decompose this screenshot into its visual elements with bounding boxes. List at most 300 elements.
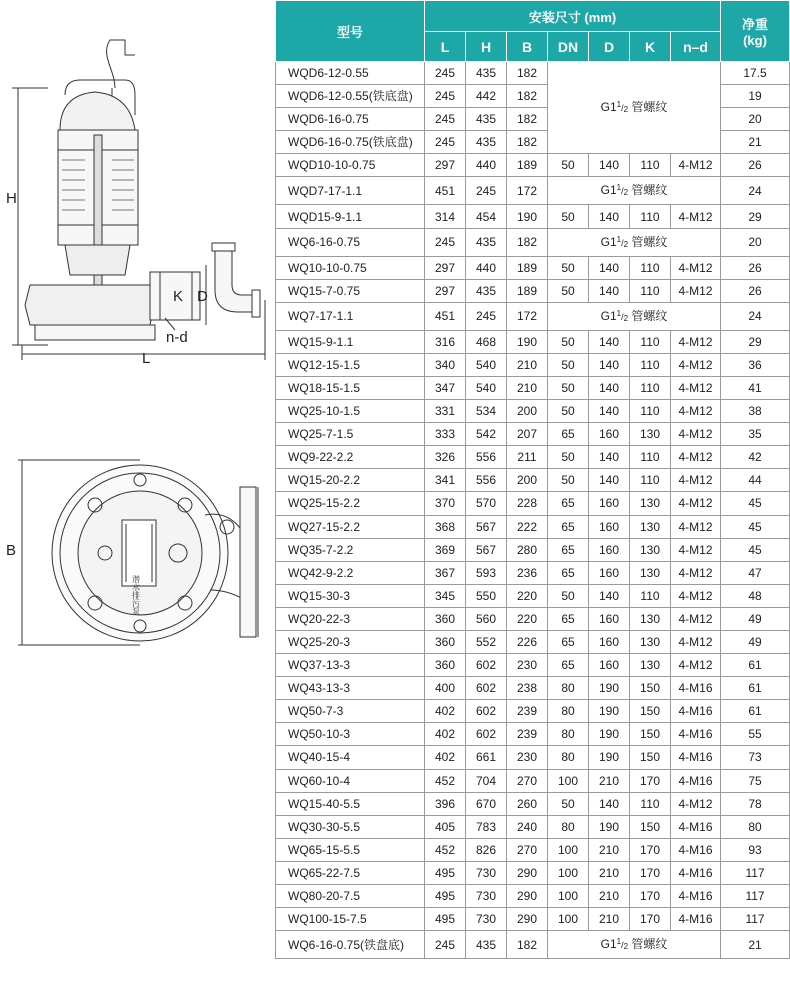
cell-h: 542 bbox=[466, 423, 507, 446]
cell-d: 160 bbox=[589, 515, 630, 538]
cell-b: 280 bbox=[507, 538, 548, 561]
table-row bbox=[276, 177, 790, 205]
cell-l: 495 bbox=[425, 885, 466, 908]
cell-model: WQ25-20-3 bbox=[276, 630, 425, 653]
cell-b: 172 bbox=[507, 302, 548, 330]
cell-l: 451 bbox=[425, 177, 466, 205]
cell-b: 236 bbox=[507, 561, 548, 584]
header-col-nd: n–d bbox=[671, 32, 721, 62]
cell-dn: 65 bbox=[548, 538, 589, 561]
cell-thread-spec: $G1^1/_2$ 管螺纹 bbox=[548, 177, 721, 205]
cell-b: 230 bbox=[507, 654, 548, 677]
cell-h: 435 bbox=[466, 131, 507, 154]
cell-d: 160 bbox=[589, 538, 630, 561]
cell-l: 245 bbox=[425, 931, 466, 959]
cell-h: 454 bbox=[466, 205, 507, 228]
cell-model: WQD6-16-0.75 bbox=[276, 108, 425, 131]
cell-weight: 55 bbox=[721, 723, 790, 746]
cell-l: 245 bbox=[425, 108, 466, 131]
thread-frac-num: 1 bbox=[616, 234, 622, 244]
cell-d: 210 bbox=[589, 908, 630, 931]
cell-h: 245 bbox=[466, 302, 507, 330]
cell-b: 200 bbox=[507, 469, 548, 492]
cell-nd: 4-M16 bbox=[671, 700, 721, 723]
cell-h: 540 bbox=[466, 353, 507, 376]
cell-model: WQ20-22-3 bbox=[276, 607, 425, 630]
cell-b: 182 bbox=[507, 62, 548, 85]
cell-h: 435 bbox=[466, 279, 507, 302]
cell-h: 435 bbox=[466, 931, 507, 959]
table-row bbox=[276, 62, 790, 85]
cell-b: 220 bbox=[507, 584, 548, 607]
cell-k: 130 bbox=[630, 654, 671, 677]
thread-suffix: 管螺纹 bbox=[628, 183, 668, 198]
cell-h: 704 bbox=[466, 769, 507, 792]
thread-prefix: G1 bbox=[600, 308, 617, 323]
cell-model: WQD6-12-0.55 bbox=[276, 62, 425, 85]
table-row bbox=[276, 700, 790, 723]
cell-weight: 117 bbox=[721, 908, 790, 931]
table-row bbox=[276, 769, 790, 792]
table-row bbox=[276, 228, 790, 256]
cell-k: 170 bbox=[630, 769, 671, 792]
table-row bbox=[276, 931, 790, 959]
header-weight-line1: 净重 bbox=[742, 17, 769, 32]
cell-model: WQ65-15-5.5 bbox=[276, 838, 425, 861]
cell-d: 140 bbox=[589, 279, 630, 302]
cell-b: 222 bbox=[507, 515, 548, 538]
cell-nd: 4-M16 bbox=[671, 769, 721, 792]
cell-b: 182 bbox=[507, 228, 548, 256]
cell-nd: 4-M12 bbox=[671, 279, 721, 302]
cell-nd: 4-M12 bbox=[671, 423, 721, 446]
cell-d: 140 bbox=[589, 469, 630, 492]
cell-b: 200 bbox=[507, 400, 548, 423]
cell-model: WQ15-7-0.75 bbox=[276, 279, 425, 302]
cell-dn: 50 bbox=[548, 256, 589, 279]
cell-h: 570 bbox=[466, 492, 507, 515]
cell-dn: 50 bbox=[548, 353, 589, 376]
cell-l: 405 bbox=[425, 815, 466, 838]
cell-weight: 49 bbox=[721, 607, 790, 630]
cell-weight: 45 bbox=[721, 492, 790, 515]
cell-d: 190 bbox=[589, 677, 630, 700]
cell-nd: 4-M12 bbox=[671, 154, 721, 177]
cell-nd: 4-M16 bbox=[671, 908, 721, 931]
cell-weight: 73 bbox=[721, 746, 790, 769]
table-row bbox=[276, 630, 790, 653]
cell-model: WQ12-15-1.5 bbox=[276, 353, 425, 376]
cell-b: 182 bbox=[507, 131, 548, 154]
cell-nd: 4-M16 bbox=[671, 838, 721, 861]
cell-dn: 50 bbox=[548, 330, 589, 353]
cell-b: 182 bbox=[507, 931, 548, 959]
table-row bbox=[276, 584, 790, 607]
cell-model: WQ15-9-1.1 bbox=[276, 330, 425, 353]
cell-b: 290 bbox=[507, 885, 548, 908]
thread-frac-den: 2 bbox=[623, 239, 629, 249]
cell-l: 495 bbox=[425, 908, 466, 931]
cell-h: 435 bbox=[466, 62, 507, 85]
cell-dn: 65 bbox=[548, 654, 589, 677]
cell-l: 347 bbox=[425, 376, 466, 399]
cell-b: 182 bbox=[507, 85, 548, 108]
table-row bbox=[276, 607, 790, 630]
cell-d: 160 bbox=[589, 423, 630, 446]
table-row bbox=[276, 205, 790, 228]
cell-l: 297 bbox=[425, 256, 466, 279]
cell-b: 270 bbox=[507, 769, 548, 792]
cell-weight: 24 bbox=[721, 302, 790, 330]
cell-model: WQ15-30-3 bbox=[276, 584, 425, 607]
cell-h: 826 bbox=[466, 838, 507, 861]
cell-dn: 50 bbox=[548, 205, 589, 228]
cell-h: 468 bbox=[466, 330, 507, 353]
cell-weight: 61 bbox=[721, 700, 790, 723]
cell-thread-spec: $G1^1/_2$ 管螺纹 bbox=[548, 302, 721, 330]
cell-weight: 61 bbox=[721, 654, 790, 677]
cell-weight: 24 bbox=[721, 177, 790, 205]
table-row bbox=[276, 885, 790, 908]
thread-frac-num: 1 bbox=[616, 937, 622, 947]
cell-model: WQD15-9-1.1 bbox=[276, 205, 425, 228]
cell-k: 150 bbox=[630, 677, 671, 700]
cell-b: 211 bbox=[507, 446, 548, 469]
cell-dn: 100 bbox=[548, 838, 589, 861]
cell-dn: 65 bbox=[548, 423, 589, 446]
thread-frac-den: 2 bbox=[623, 313, 629, 323]
cell-b: 239 bbox=[507, 700, 548, 723]
cell-weight: 61 bbox=[721, 677, 790, 700]
cell-d: 140 bbox=[589, 792, 630, 815]
thread-frac-den: 2 bbox=[623, 942, 629, 952]
cell-model: WQ60-10-4 bbox=[276, 769, 425, 792]
cell-dn: 65 bbox=[548, 561, 589, 584]
table-row bbox=[276, 723, 790, 746]
cell-dn: 50 bbox=[548, 584, 589, 607]
cell-h: 442 bbox=[466, 85, 507, 108]
cell-l: 452 bbox=[425, 838, 466, 861]
cell-l: 245 bbox=[425, 85, 466, 108]
table-row bbox=[276, 154, 790, 177]
cell-model: WQ27-15-2.2 bbox=[276, 515, 425, 538]
dim-h-label: H bbox=[6, 190, 17, 207]
cell-nd: 4-M12 bbox=[671, 256, 721, 279]
cell-k: 110 bbox=[630, 353, 671, 376]
cell-weight: 26 bbox=[721, 256, 790, 279]
cell-weight: 47 bbox=[721, 561, 790, 584]
cell-dn: 65 bbox=[548, 607, 589, 630]
cell-l: 402 bbox=[425, 746, 466, 769]
cell-l: 369 bbox=[425, 538, 466, 561]
cell-dn: 50 bbox=[548, 154, 589, 177]
cell-b: 260 bbox=[507, 792, 548, 815]
cell-weight: 117 bbox=[721, 885, 790, 908]
cell-h: 602 bbox=[466, 677, 507, 700]
cell-d: 210 bbox=[589, 861, 630, 884]
cell-nd: 4-M16 bbox=[671, 861, 721, 884]
header-weight bbox=[721, 1, 790, 62]
cell-k: 110 bbox=[630, 256, 671, 279]
header-model: 型号 bbox=[276, 1, 425, 62]
cell-weight: 41 bbox=[721, 376, 790, 399]
cell-h: 783 bbox=[466, 815, 507, 838]
cell-dn: 50 bbox=[548, 400, 589, 423]
header-col-l: L bbox=[425, 32, 466, 62]
cell-k: 110 bbox=[630, 376, 671, 399]
cell-dn: 80 bbox=[548, 746, 589, 769]
table-row bbox=[276, 515, 790, 538]
cell-b: 228 bbox=[507, 492, 548, 515]
table-row bbox=[276, 423, 790, 446]
cell-weight: 44 bbox=[721, 469, 790, 492]
table-row bbox=[276, 908, 790, 931]
cell-h: 440 bbox=[466, 154, 507, 177]
cell-l: 360 bbox=[425, 654, 466, 677]
cell-model: WQ18-15-1.5 bbox=[276, 376, 425, 399]
cell-dn: 80 bbox=[548, 700, 589, 723]
cell-model: WQ7-17-1.1 bbox=[276, 302, 425, 330]
cell-b: 207 bbox=[507, 423, 548, 446]
cell-k: 130 bbox=[630, 423, 671, 446]
cell-nd: 4-M12 bbox=[671, 353, 721, 376]
cell-l: 402 bbox=[425, 700, 466, 723]
cell-nd: 4-M12 bbox=[671, 607, 721, 630]
cell-h: 602 bbox=[466, 654, 507, 677]
cell-nd: 4-M12 bbox=[671, 584, 721, 607]
cell-nd: 4-M12 bbox=[671, 330, 721, 353]
cell-b: 189 bbox=[507, 256, 548, 279]
cell-nd: 4-M12 bbox=[671, 561, 721, 584]
dim-b-label: B bbox=[6, 542, 17, 559]
cell-weight: 49 bbox=[721, 630, 790, 653]
table-row bbox=[276, 538, 790, 561]
cell-k: 110 bbox=[630, 154, 671, 177]
cell-k: 150 bbox=[630, 723, 671, 746]
cell-dn: 50 bbox=[548, 469, 589, 492]
spec-table bbox=[275, 0, 790, 959]
cell-model: WQ35-7-2.2 bbox=[276, 538, 425, 561]
cell-dn: 50 bbox=[548, 279, 589, 302]
cell-dn: 65 bbox=[548, 515, 589, 538]
cell-b: 220 bbox=[507, 607, 548, 630]
cell-d: 190 bbox=[589, 815, 630, 838]
cell-dn: 50 bbox=[548, 376, 589, 399]
cell-dn: 65 bbox=[548, 492, 589, 515]
cell-weight: 38 bbox=[721, 400, 790, 423]
cell-l: 245 bbox=[425, 228, 466, 256]
cell-k: 130 bbox=[630, 492, 671, 515]
cell-weight: 93 bbox=[721, 838, 790, 861]
table-row bbox=[276, 561, 790, 584]
header-weight-line2: (kg) bbox=[743, 33, 767, 48]
cell-d: 140 bbox=[589, 376, 630, 399]
cell-weight: 75 bbox=[721, 769, 790, 792]
cell-d: 160 bbox=[589, 607, 630, 630]
cell-b: 190 bbox=[507, 330, 548, 353]
cell-model: WQ10-10-0.75 bbox=[276, 256, 425, 279]
cell-model: WQ6-16-0.75 bbox=[276, 228, 425, 256]
cell-h: 440 bbox=[466, 256, 507, 279]
cell-h: 556 bbox=[466, 446, 507, 469]
cell-k: 130 bbox=[630, 607, 671, 630]
cell-weight: 45 bbox=[721, 515, 790, 538]
cell-k: 110 bbox=[630, 205, 671, 228]
table-row bbox=[276, 492, 790, 515]
cell-b: 290 bbox=[507, 908, 548, 931]
thread-frac-num: 1 bbox=[616, 308, 622, 318]
cell-b: 240 bbox=[507, 815, 548, 838]
cell-b: 172 bbox=[507, 177, 548, 205]
cell-h: 602 bbox=[466, 723, 507, 746]
cell-k: 110 bbox=[630, 469, 671, 492]
cell-dn: 100 bbox=[548, 885, 589, 908]
cell-b: 210 bbox=[507, 353, 548, 376]
table-row bbox=[276, 792, 790, 815]
cell-b: 238 bbox=[507, 677, 548, 700]
header-install-dims: 安装尺寸 (mm) bbox=[425, 1, 721, 32]
table-row bbox=[276, 861, 790, 884]
cell-d: 190 bbox=[589, 723, 630, 746]
dim-l-label: L bbox=[142, 350, 151, 367]
cell-dn: 80 bbox=[548, 815, 589, 838]
cell-model: WQ65-22-7.5 bbox=[276, 861, 425, 884]
thread-suffix: 管螺纹 bbox=[628, 937, 668, 952]
cell-nd: 4-M16 bbox=[671, 746, 721, 769]
cell-model: WQ40-15-4 bbox=[276, 746, 425, 769]
table-row bbox=[276, 279, 790, 302]
cell-k: 110 bbox=[630, 446, 671, 469]
cell-weight: 19 bbox=[721, 85, 790, 108]
cell-h: 245 bbox=[466, 177, 507, 205]
cell-l: 367 bbox=[425, 561, 466, 584]
cell-l: 333 bbox=[425, 423, 466, 446]
cell-l: 297 bbox=[425, 154, 466, 177]
thread-prefix: G1 bbox=[600, 937, 617, 952]
table-row bbox=[276, 256, 790, 279]
cell-l: 360 bbox=[425, 630, 466, 653]
cell-h: 593 bbox=[466, 561, 507, 584]
cell-l: 452 bbox=[425, 769, 466, 792]
thread-prefix: G1 bbox=[600, 234, 617, 249]
table-row bbox=[276, 469, 790, 492]
cell-nd: 4-M12 bbox=[671, 469, 721, 492]
table-row bbox=[276, 815, 790, 838]
thread-frac-num: 1 bbox=[616, 100, 622, 110]
cell-d: 140 bbox=[589, 446, 630, 469]
cell-l: 451 bbox=[425, 302, 466, 330]
cell-k: 170 bbox=[630, 908, 671, 931]
cell-weight: 21 bbox=[721, 131, 790, 154]
cell-k: 130 bbox=[630, 538, 671, 561]
cell-dn: 100 bbox=[548, 769, 589, 792]
cell-model: WQ37-13-3 bbox=[276, 654, 425, 677]
cell-k: 170 bbox=[630, 838, 671, 861]
header-col-k: K bbox=[630, 32, 671, 62]
cell-nd: 4-M16 bbox=[671, 677, 721, 700]
cell-model: WQ15-20-2.2 bbox=[276, 469, 425, 492]
cell-weight: 48 bbox=[721, 584, 790, 607]
thread-suffix: 管螺纹 bbox=[628, 308, 668, 323]
cell-nd: 4-M16 bbox=[671, 723, 721, 746]
cell-b: 182 bbox=[507, 108, 548, 131]
cell-dn: 50 bbox=[548, 792, 589, 815]
thread-frac-num: 1 bbox=[616, 183, 622, 193]
cell-l: 340 bbox=[425, 353, 466, 376]
cell-nd: 4-M12 bbox=[671, 515, 721, 538]
cell-d: 140 bbox=[589, 353, 630, 376]
cell-dn: 50 bbox=[548, 446, 589, 469]
cell-nd: 4-M12 bbox=[671, 400, 721, 423]
cell-l: 245 bbox=[425, 131, 466, 154]
cell-b: 270 bbox=[507, 838, 548, 861]
cell-h: 560 bbox=[466, 607, 507, 630]
spec-table-body bbox=[276, 62, 790, 959]
cell-dn: 100 bbox=[548, 908, 589, 931]
cell-l: 345 bbox=[425, 584, 466, 607]
cell-b: 226 bbox=[507, 630, 548, 653]
cell-model: WQD10-10-0.75 bbox=[276, 154, 425, 177]
cell-l: 495 bbox=[425, 861, 466, 884]
cell-h: 730 bbox=[466, 908, 507, 931]
table-row bbox=[276, 302, 790, 330]
cell-weight: 17.5 bbox=[721, 62, 790, 85]
cell-k: 110 bbox=[630, 584, 671, 607]
cell-nd: 4-M16 bbox=[671, 815, 721, 838]
cell-k: 150 bbox=[630, 815, 671, 838]
cell-model: WQ25-7-1.5 bbox=[276, 423, 425, 446]
cell-nd: 4-M12 bbox=[671, 376, 721, 399]
thread-prefix: G1 bbox=[600, 100, 617, 115]
cell-k: 170 bbox=[630, 885, 671, 908]
cell-weight: 117 bbox=[721, 861, 790, 884]
cell-model: WQD6-16-0.75(铁底盘) bbox=[276, 131, 425, 154]
header-col-h: H bbox=[466, 32, 507, 62]
cell-d: 140 bbox=[589, 400, 630, 423]
cell-dn: 80 bbox=[548, 677, 589, 700]
cell-d: 140 bbox=[589, 584, 630, 607]
cell-d: 140 bbox=[589, 256, 630, 279]
plate-text: 潜水排污泵 bbox=[131, 575, 141, 615]
cell-h: 435 bbox=[466, 228, 507, 256]
table-row bbox=[276, 446, 790, 469]
cell-weight: 21 bbox=[721, 931, 790, 959]
cell-nd: 4-M12 bbox=[671, 792, 721, 815]
cell-k: 130 bbox=[630, 630, 671, 653]
cell-d: 190 bbox=[589, 746, 630, 769]
cell-d: 140 bbox=[589, 330, 630, 353]
cell-b: 230 bbox=[507, 746, 548, 769]
cell-model: WQ50-10-3 bbox=[276, 723, 425, 746]
cell-weight: 29 bbox=[721, 205, 790, 228]
thread-frac-den: 2 bbox=[623, 105, 629, 115]
cell-d: 210 bbox=[589, 769, 630, 792]
cell-d: 160 bbox=[589, 492, 630, 515]
cell-b: 210 bbox=[507, 376, 548, 399]
cell-l: 402 bbox=[425, 723, 466, 746]
cell-d: 160 bbox=[589, 630, 630, 653]
cell-l: 368 bbox=[425, 515, 466, 538]
cell-nd: 4-M12 bbox=[671, 446, 721, 469]
table-row bbox=[276, 654, 790, 677]
cell-b: 190 bbox=[507, 205, 548, 228]
cell-nd: 4-M12 bbox=[671, 205, 721, 228]
thread-suffix: 管螺纹 bbox=[628, 234, 668, 249]
cell-h: 661 bbox=[466, 746, 507, 769]
cell-b: 189 bbox=[507, 154, 548, 177]
cell-k: 110 bbox=[630, 792, 671, 815]
cell-h: 435 bbox=[466, 108, 507, 131]
